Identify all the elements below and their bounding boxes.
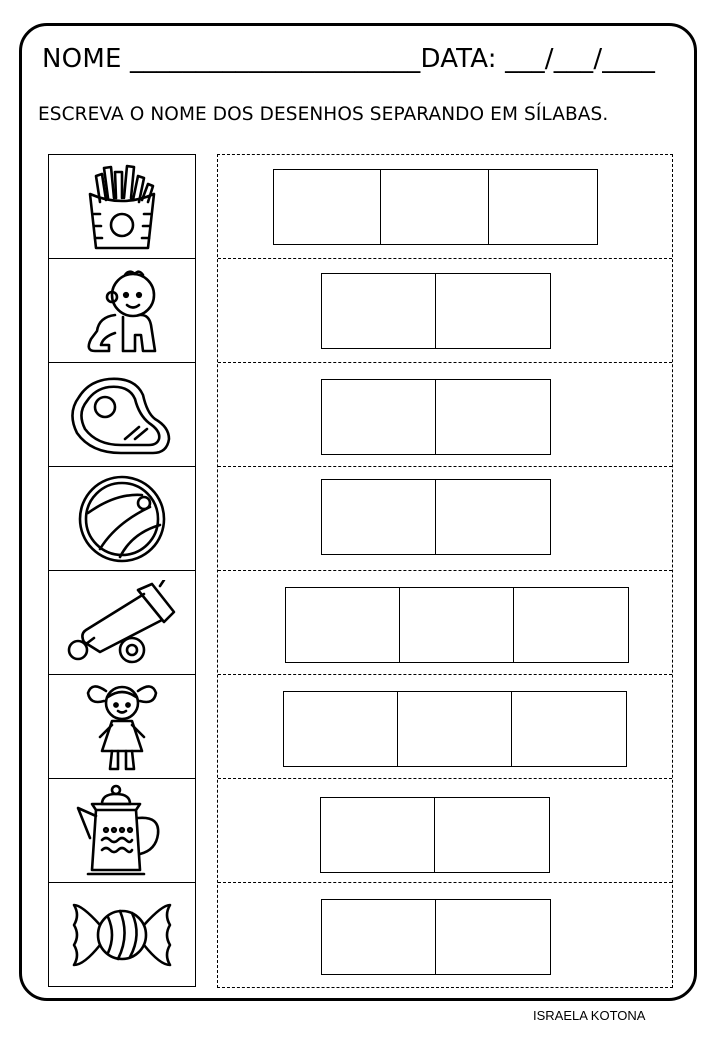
syllable-boxes-5 <box>285 587 629 663</box>
syllable-box[interactable] <box>274 170 381 244</box>
answer-column <box>217 154 673 988</box>
picture-cell-1 <box>49 155 195 259</box>
picture-cell-2 <box>49 259 195 363</box>
syllable-box[interactable] <box>381 170 488 244</box>
answer-row-6 <box>218 675 672 779</box>
syllable-boxes-7 <box>320 797 550 873</box>
answer-row-1 <box>218 155 672 259</box>
syllable-box[interactable] <box>514 588 628 662</box>
crawling-baby-icon <box>79 265 165 357</box>
syllable-box[interactable] <box>398 692 512 766</box>
syllable-boxes-3 <box>321 379 551 455</box>
picture-column <box>48 154 196 987</box>
syllable-box[interactable] <box>436 274 550 348</box>
syllable-box[interactable] <box>322 900 436 974</box>
syllable-box[interactable] <box>436 380 550 454</box>
french-fries-icon <box>82 162 162 252</box>
candy-icon <box>68 895 176 975</box>
syllable-boxes-6 <box>283 691 627 767</box>
syllable-box[interactable] <box>512 692 626 766</box>
answer-row-7 <box>218 779 672 883</box>
answer-row-4 <box>218 467 672 571</box>
syllable-box[interactable] <box>400 588 514 662</box>
picture-cell-7 <box>49 779 195 883</box>
header-name-date: NOME ______________________DATA: ___/___/____ <box>42 44 656 74</box>
answer-row-8 <box>218 883 672 987</box>
instruction-text: ESCREVA O NOME DOS DESENHOS SEPARANDO EM SÍLABAS. <box>38 104 609 125</box>
syllable-box[interactable] <box>436 480 550 554</box>
doll-icon <box>84 679 160 775</box>
picture-cell-6 <box>49 675 195 779</box>
syllable-boxes-1 <box>273 169 598 245</box>
syllable-box[interactable] <box>284 692 398 766</box>
answer-row-5 <box>218 571 672 675</box>
syllable-box[interactable] <box>322 380 436 454</box>
syllable-box[interactable] <box>322 480 436 554</box>
syllable-box[interactable] <box>436 900 550 974</box>
steak-icon <box>69 373 175 457</box>
syllable-box[interactable] <box>322 274 436 348</box>
answer-row-2 <box>218 259 672 363</box>
syllable-boxes-8 <box>321 899 551 975</box>
picture-cell-8 <box>49 883 195 987</box>
picture-cell-3 <box>49 363 195 467</box>
picture-cell-4 <box>49 467 195 571</box>
author-credit: ISRAELA KOTONA <box>533 1008 646 1023</box>
syllable-box[interactable] <box>321 798 435 872</box>
coffee-pot-icon <box>74 784 170 878</box>
syllable-box[interactable] <box>489 170 597 244</box>
syllable-box[interactable] <box>435 798 549 872</box>
syllable-box[interactable] <box>286 588 400 662</box>
syllable-boxes-2 <box>321 273 551 349</box>
cannon-icon <box>64 580 180 666</box>
picture-cell-5 <box>49 571 195 675</box>
beach-ball-icon <box>76 473 168 565</box>
answer-row-3 <box>218 363 672 467</box>
syllable-boxes-4 <box>321 479 551 555</box>
